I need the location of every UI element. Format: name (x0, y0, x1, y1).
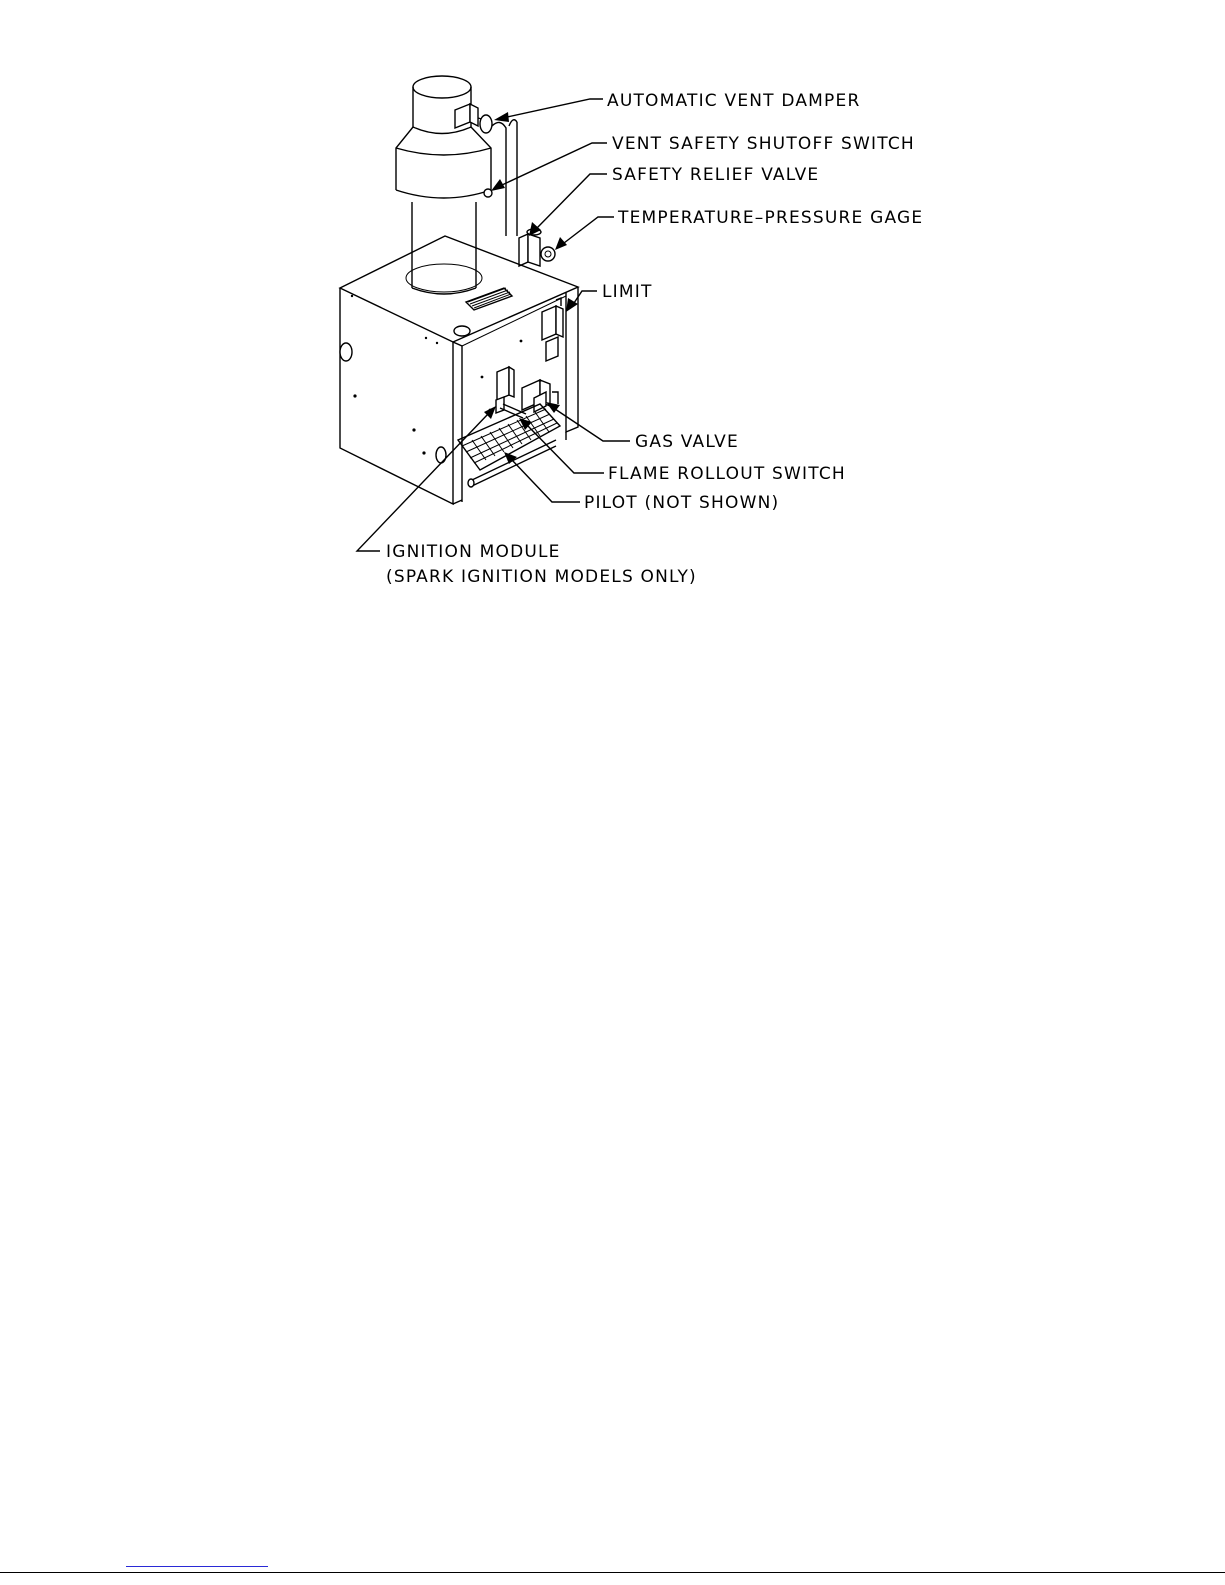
label-safety-relief-valve: SAFETY RELIEF VALVE (612, 165, 820, 185)
footer-link-underline (126, 1566, 268, 1567)
page-bottom-rule (0, 1572, 1225, 1573)
burner-tray-drawing (458, 404, 560, 487)
leader-lines (357, 99, 630, 551)
arrow-vent-switch (491, 179, 505, 191)
top-louvers (466, 288, 512, 310)
label-automatic-vent-damper: AUTOMATIC VENT DAMPER (607, 91, 861, 111)
boiler-jacket-drawing (340, 236, 578, 504)
label-ignition-module: IGNITION MODULE (386, 542, 561, 562)
relief-valve-and-gage-drawing (519, 229, 555, 266)
limit-control-drawing (542, 298, 563, 361)
label-vent-safety-shutoff-switch: VENT SAFETY SHUTOFF SWITCH (612, 134, 915, 154)
ignition-module-drawing (496, 367, 514, 413)
label-flame-rollout-switch: FLAME ROLLOUT SWITCH (608, 464, 846, 484)
label-gas-valve: GAS VALVE (635, 432, 739, 452)
callout-labels (386, 91, 923, 587)
label-temperature-pressure-gage: TEMPERATURE–PRESSURE GAGE (618, 208, 924, 228)
arrow-tp-gage (555, 237, 567, 250)
label-limit: LIMIT (602, 282, 653, 302)
label-pilot: PILOT (NOT SHOWN) (584, 493, 780, 513)
label-ignition-module-note: (SPARK IGNITION MODELS ONLY) (386, 567, 697, 587)
arrow-vent-damper (494, 112, 509, 122)
